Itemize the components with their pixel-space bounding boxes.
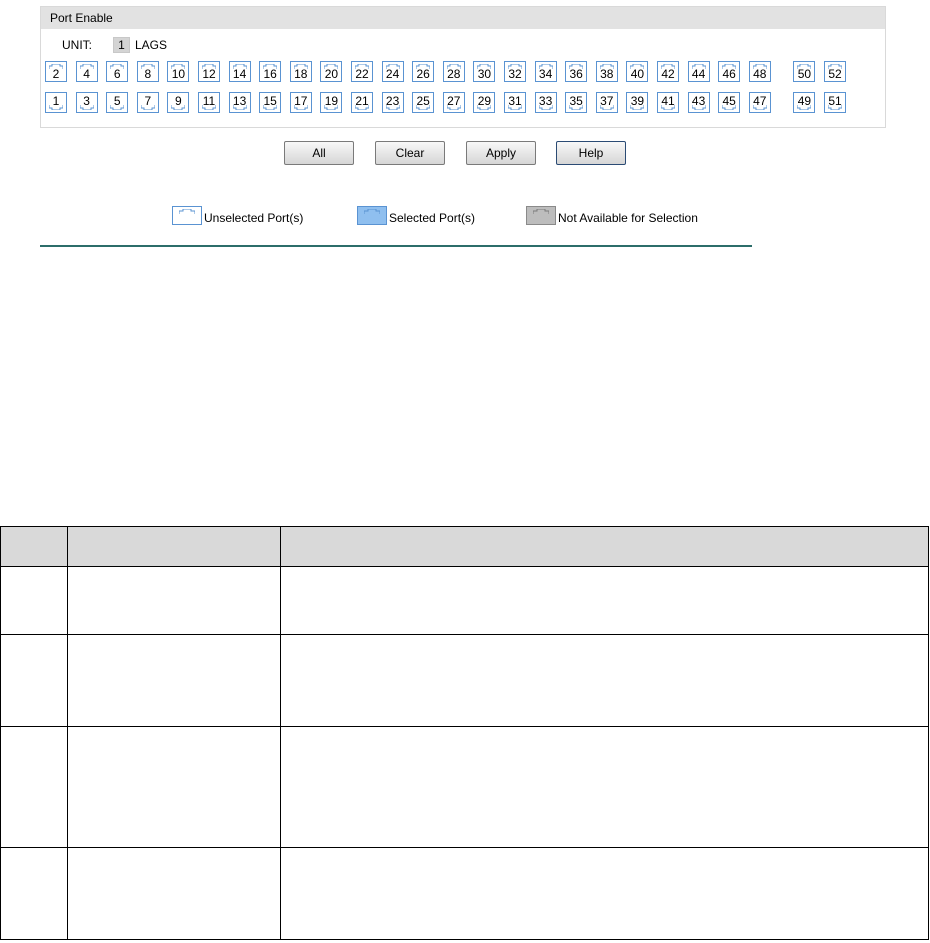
- port-1-button[interactable]: [45, 92, 67, 113]
- port-29-button[interactable]: [473, 92, 495, 113]
- port-14-button[interactable]: [229, 61, 251, 82]
- table-cell: [281, 635, 929, 727]
- port-46-button[interactable]: [718, 61, 740, 82]
- port-number-label: 5: [113, 94, 121, 108]
- port-20-button[interactable]: [320, 61, 342, 82]
- port-number-label: 20: [324, 67, 339, 81]
- port-number-label: 11: [202, 94, 216, 108]
- port-25-button[interactable]: [412, 92, 434, 113]
- port-number-label: 29: [477, 94, 492, 108]
- port-number-label: 30: [477, 67, 492, 81]
- port-8-button[interactable]: [137, 61, 159, 82]
- port-9-button[interactable]: [167, 92, 189, 113]
- port-34-button[interactable]: [535, 61, 557, 82]
- port-number-label: 35: [569, 94, 583, 108]
- table-cell: [68, 727, 281, 848]
- table-cell: [68, 848, 281, 940]
- port-17-button[interactable]: [290, 92, 312, 113]
- table-row: [1, 848, 929, 940]
- select-all-button[interactable]: All: [284, 141, 354, 165]
- port-32-button[interactable]: [504, 61, 526, 82]
- port-16-button[interactable]: [259, 61, 281, 82]
- port-number-label: 36: [569, 67, 583, 81]
- port-number-label: 51: [828, 94, 842, 108]
- help-button[interactable]: Help: [556, 141, 626, 165]
- panel-title: Port Enable: [41, 7, 885, 29]
- port-47-button[interactable]: [749, 92, 771, 113]
- port-10-button[interactable]: [167, 61, 189, 82]
- table-cell: [281, 727, 929, 848]
- port-6-button[interactable]: [106, 61, 128, 82]
- port-3-button[interactable]: [76, 92, 98, 113]
- port-43-button[interactable]: [688, 92, 710, 113]
- port-23-button[interactable]: [382, 92, 404, 113]
- table-cell: [1, 635, 68, 727]
- port-number-label: 25: [416, 94, 430, 108]
- port-49-button[interactable]: [793, 92, 815, 113]
- port-number-label: 16: [263, 67, 277, 81]
- port-44-button[interactable]: [688, 61, 710, 82]
- table-header-cell: [68, 527, 281, 567]
- port-18-button[interactable]: [290, 61, 312, 82]
- apply-button[interactable]: Apply: [466, 141, 536, 165]
- lags-link[interactable]: LAGS: [135, 38, 168, 52]
- table-row: [1, 567, 929, 635]
- port-number-label: 44: [691, 67, 706, 81]
- table-cell: [68, 635, 281, 727]
- port-11-button[interactable]: [198, 92, 220, 113]
- port-35-button[interactable]: [565, 92, 587, 113]
- port-12-button[interactable]: [198, 61, 220, 82]
- legend-not-available: [526, 197, 698, 225]
- port-number-label: 45: [722, 94, 736, 108]
- port-27-button[interactable]: [443, 92, 465, 113]
- port-52-button[interactable]: [824, 61, 846, 82]
- port-number-label: 41: [661, 94, 675, 108]
- port-31-button[interactable]: [504, 92, 526, 113]
- port-38-button[interactable]: [596, 61, 618, 82]
- port-42-button[interactable]: [657, 61, 679, 82]
- port-number-label: 15: [263, 94, 277, 108]
- port-45-button[interactable]: [718, 92, 740, 113]
- port-number-label: 38: [600, 67, 614, 81]
- port-51-button[interactable]: [824, 92, 846, 113]
- port-number-label: 49: [797, 94, 812, 108]
- port-number-label: 7: [144, 94, 152, 108]
- unit-selector: [62, 37, 167, 53]
- port-22-button[interactable]: [351, 61, 373, 82]
- legend-unselected: [172, 197, 303, 225]
- port-50-button[interactable]: [793, 61, 815, 82]
- port-number-label: 43: [691, 94, 706, 108]
- table-header-row: [1, 527, 929, 567]
- port-number-label: 28: [447, 67, 461, 81]
- table-row: [1, 635, 929, 727]
- port-number-label: 32: [508, 67, 522, 81]
- port-26-button[interactable]: [412, 61, 434, 82]
- port-21-button[interactable]: [351, 92, 373, 113]
- port-5-button[interactable]: [106, 92, 128, 113]
- port-number-label: 48: [753, 67, 767, 81]
- port-number-label: 31: [508, 94, 522, 108]
- port-number-label: 47: [753, 94, 767, 108]
- port-number-label: 40: [630, 67, 645, 81]
- port-number-label: 26: [416, 67, 430, 81]
- legend-selected: [357, 197, 475, 225]
- port-number-label: 14: [232, 67, 247, 81]
- port-number-label: 6: [113, 67, 121, 81]
- port-41-button[interactable]: [657, 92, 679, 113]
- port-number-label: 24: [385, 67, 400, 81]
- port-2-button[interactable]: [45, 61, 67, 82]
- port-number-label: 37: [600, 94, 614, 108]
- table-header-cell: [281, 527, 929, 567]
- port-number-label: 39: [630, 94, 645, 108]
- port-number-label: 22: [355, 67, 369, 81]
- unselected-port-icon: [172, 206, 202, 225]
- port-33-button[interactable]: [535, 92, 557, 113]
- port-24-button[interactable]: [382, 61, 404, 82]
- description-table: [0, 526, 929, 940]
- port-40-button[interactable]: [626, 61, 648, 82]
- port-number-label: 27: [447, 94, 461, 108]
- port-number-label: 4: [83, 67, 90, 81]
- port-number-label: 33: [538, 94, 553, 108]
- port-13-button[interactable]: [229, 92, 251, 113]
- port-number-label: 12: [202, 67, 216, 81]
- port-number-label: 13: [232, 94, 247, 108]
- port-number-label: 23: [385, 94, 400, 108]
- table-header-cell: [1, 527, 68, 567]
- port-number-label: 3: [83, 94, 90, 108]
- port-number-label: 2: [52, 67, 60, 81]
- port-30-button[interactable]: [473, 61, 495, 82]
- port-number-label: 19: [324, 94, 339, 108]
- port-number-label: 8: [144, 67, 152, 81]
- port-number-label: 1: [52, 94, 60, 108]
- port-4-button[interactable]: [76, 61, 98, 82]
- port-36-button[interactable]: [565, 61, 587, 82]
- section-divider: [40, 245, 752, 247]
- port-37-button[interactable]: [596, 92, 618, 113]
- port-48-button[interactable]: [749, 61, 771, 82]
- port-39-button[interactable]: [626, 92, 648, 113]
- port-number-label: 9: [175, 94, 182, 108]
- port-number-label: 18: [294, 67, 308, 81]
- table-cell: [281, 848, 929, 940]
- port-number-label: 10: [171, 67, 186, 81]
- unit-label: UNIT:: [62, 38, 92, 52]
- table-cell: [68, 567, 281, 635]
- port-15-button[interactable]: [259, 92, 281, 113]
- port-number-label: 50: [797, 67, 812, 81]
- port-number-label: 17: [294, 94, 308, 108]
- table-cell: [281, 567, 929, 635]
- clear-button[interactable]: Clear: [375, 141, 445, 165]
- port-19-button[interactable]: [320, 92, 342, 113]
- port-number-label: 52: [828, 67, 842, 81]
- table-cell: [1, 848, 68, 940]
- port-28-button[interactable]: [443, 61, 465, 82]
- port-number-label: 34: [538, 67, 553, 81]
- table-cell: [1, 567, 68, 635]
- port-number-label: 42: [661, 67, 675, 81]
- selected-port-icon: [357, 206, 387, 225]
- legend-selected-label: Selected Port(s): [389, 211, 476, 225]
- unit-1-button[interactable]: 1: [113, 37, 130, 53]
- legend-not-available-label: Not Available for Selection: [558, 211, 698, 225]
- port-enable-panel: [40, 6, 886, 128]
- port-number-label: 46: [722, 67, 736, 81]
- port-7-button[interactable]: [137, 92, 159, 113]
- not-available-port-icon: [526, 206, 556, 225]
- table-cell: [1, 727, 68, 848]
- legend-unselected-label: Unselected Port(s): [204, 211, 304, 225]
- port-number-label: 21: [355, 94, 369, 108]
- table-row: [1, 727, 929, 848]
